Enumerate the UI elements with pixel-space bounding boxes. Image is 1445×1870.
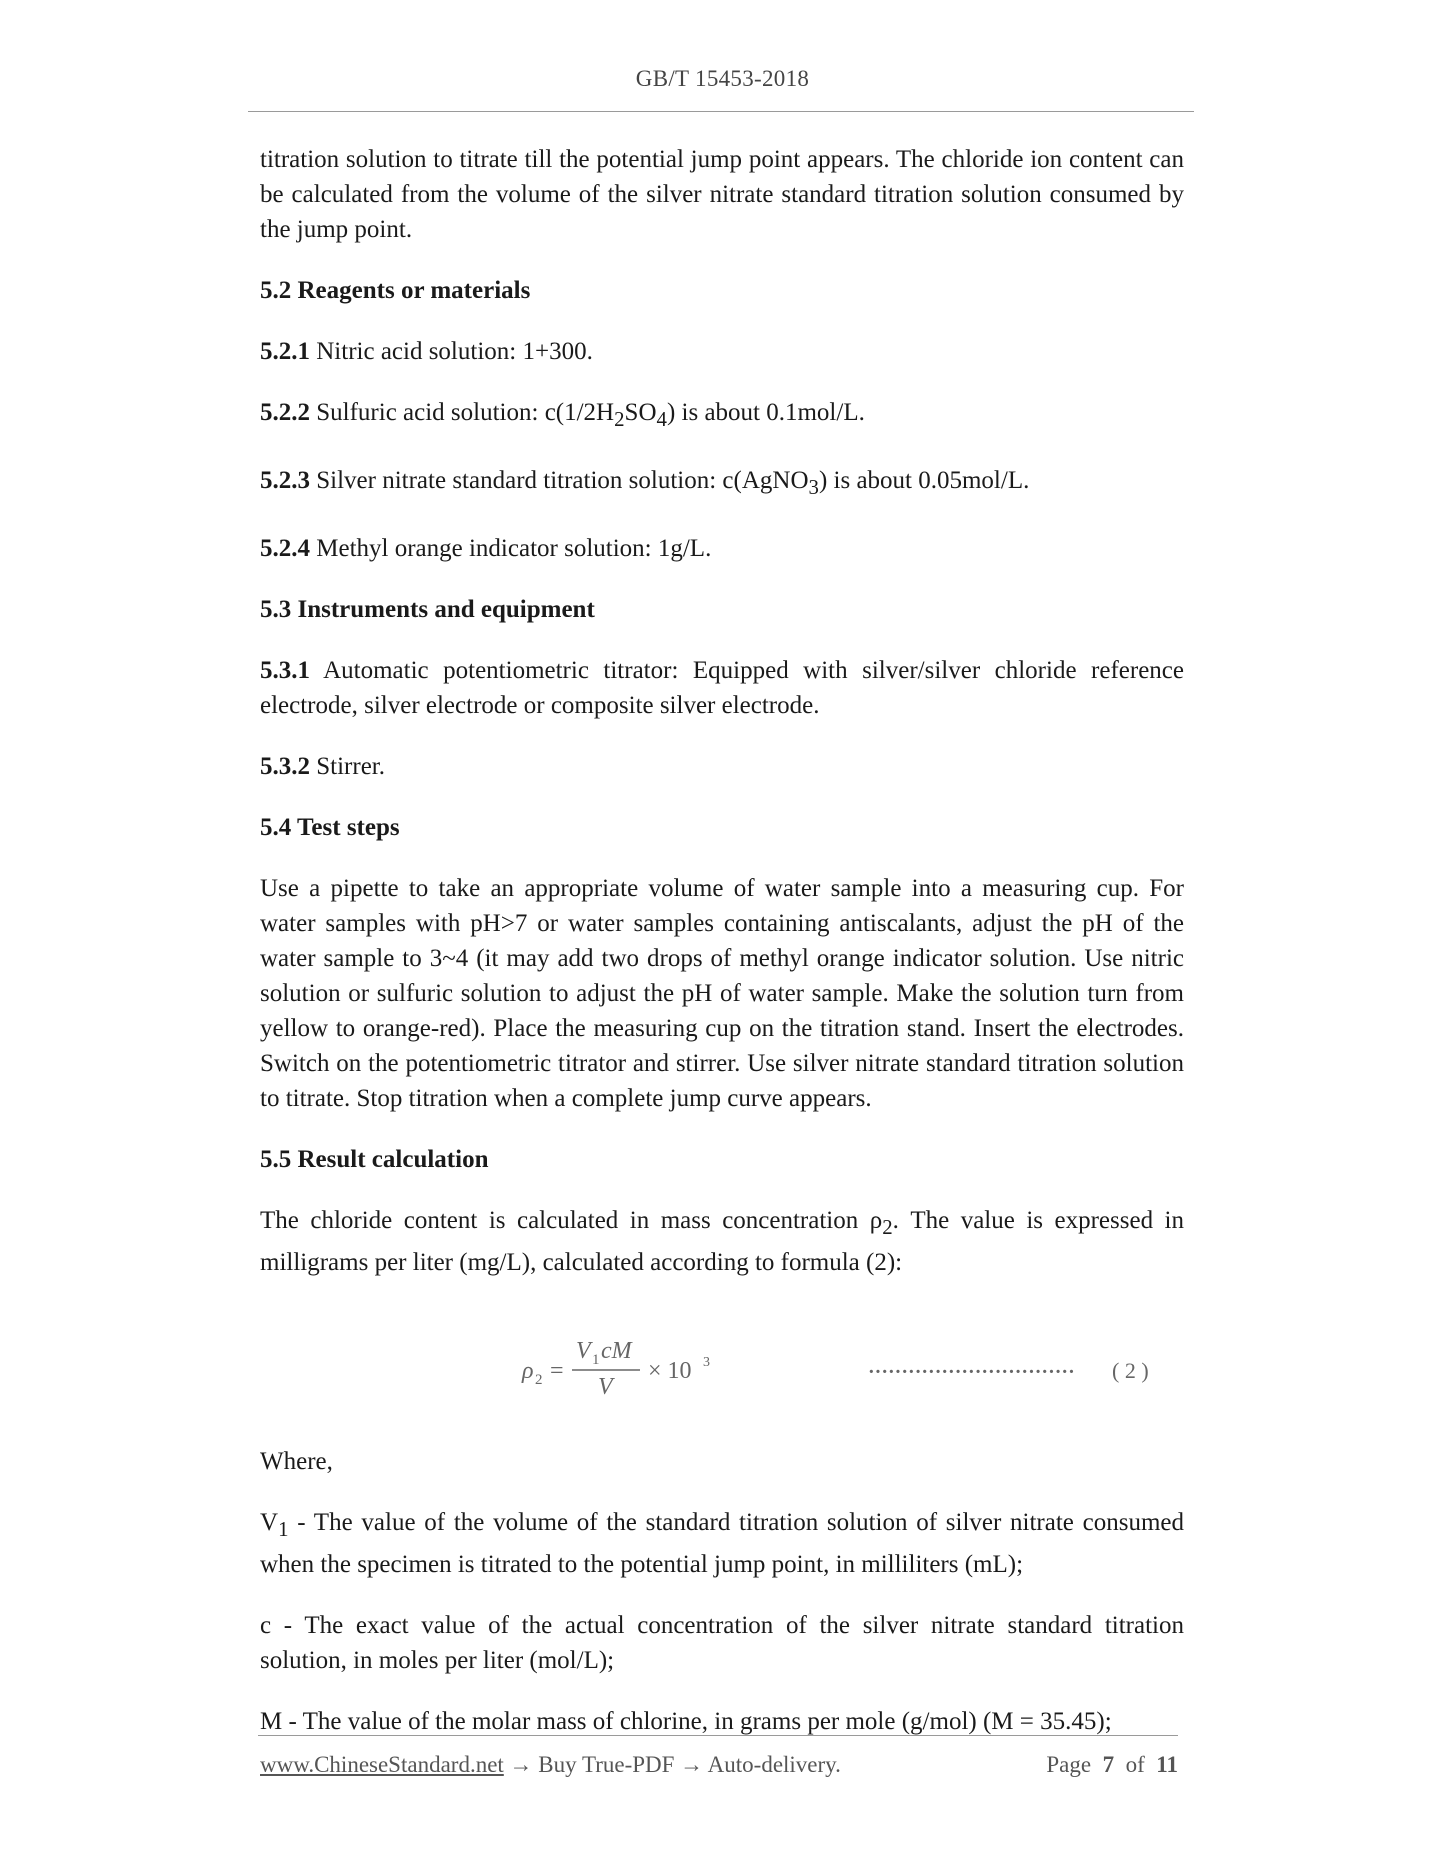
test-steps-paragraph: Use a pipette to take an appropriate volume of water sample into a measuring cup. For water samples with pH>7 or water samples containing antiscalants, adjust the pH of the water sample to 3~4 (it may add two drops of methyl orange indicator solution. Use nitric solution or sulfuric solution to adjust the pH of water sample. Make the solution turn from yellow to orange-red). Place the measuring cup on the titration stand. Insert the electrodes. Switch on the potentiometric titrator and stirrer. Use silver nitrate standard titration solution to titrate. Stop titration when a complete jump curve appears. [260, 875, 1184, 1112]
subscript: 3 [808, 475, 819, 499]
clause-5-2-2 [260, 395, 1184, 437]
website-link[interactable]: www.ChineseStandard.net [260, 1752, 504, 1777]
definition-v1 [260, 1505, 1184, 1582]
formula-lhs-subscript: 2 [535, 1372, 543, 1388]
clause-number: 5.2.4 [260, 535, 310, 562]
section-5-4-heading: 5.4 Test steps [260, 814, 400, 841]
document-body [260, 142, 1184, 1765]
clause-number: 5.3.2 [260, 753, 310, 780]
calculation-paragraph [260, 1203, 1184, 1280]
current-page-number: 7 [1102, 1752, 1115, 1777]
clause-number: 5.2.3 [260, 467, 310, 494]
clause-text: Nitric acid solution: 1+300. [310, 338, 593, 365]
footer-divider [258, 1735, 1178, 1736]
page-label: Page [1046, 1752, 1092, 1777]
definition-m: M - The value of the molar mass of chlorine, in grams per mole (g/mol) (M = 35.45); [260, 1708, 1112, 1735]
definition-c: c - The exact value of the actual concentration of the silver nitrate standard titration solution, in moles per liter (mol/L); [260, 1612, 1184, 1674]
formula-number: ( 2 ) [1112, 1358, 1149, 1383]
clause-text: ) is about 0.1mol/L. [666, 399, 865, 426]
of-label: of [1125, 1752, 1145, 1777]
formula-leader-dots: ······························· [868, 1361, 1075, 1383]
subscript: 4 [656, 407, 667, 431]
clause-text: Automatic potentiometric titrator: Equipped with silver/silver chloride reference electrode, silver electrode or composite silver electrode. [260, 657, 1184, 719]
where-label: Where, [260, 1448, 333, 1475]
subscript: 2 [614, 407, 625, 431]
section-5-5-heading: 5.5 Result calculation [260, 1146, 489, 1173]
definition-text: - The value of the volume of the standard titration solution of silver nitrate consumed when the specimen is titrated to the potential jump point, in milliliters (mL); [260, 1509, 1184, 1578]
total-pages-number: 11 [1156, 1752, 1178, 1777]
page-footer [260, 1752, 1178, 1778]
clause-5-2-3 [260, 463, 1184, 505]
clause-number: 5.2.1 [260, 338, 310, 365]
clause-text: SO [624, 399, 657, 426]
page-indicator [1046, 1752, 1178, 1778]
subscript: 2 [882, 1215, 893, 1239]
formula-equals: = [550, 1358, 564, 1384]
clause-number: 5.3.1 [260, 657, 310, 684]
formula-lhs: ρ [522, 1358, 534, 1384]
clause-text: Stirrer. [310, 753, 385, 780]
intro-paragraph: titration solution to titrate till the potential jump point appears. The chloride ion content can be calculated from the volume of the silver nitrate standard titration solution consumed by the jump point. [260, 146, 1184, 243]
clause-5-2-4 [260, 531, 1184, 566]
formula-numerator-subscript: 1 [592, 1352, 600, 1368]
subscript: 1 [278, 1517, 289, 1541]
page-header-title: GB/T 15453-2018 [635, 66, 810, 91]
formula-graphic [260, 1306, 1184, 1418]
section-5-2-heading: 5.2 Reagents or materials [260, 277, 531, 304]
section-5-3-heading: 5.3 Instruments and equipment [260, 596, 595, 623]
formula-denominator: V [598, 1374, 613, 1400]
clause-5-2-1 [260, 334, 1184, 369]
definition-symbol: V [260, 1509, 279, 1536]
clause-5-3-2 [260, 749, 1184, 784]
formula-multiplier: × 10 [648, 1358, 692, 1384]
calc-text: The chloride content is calculated in mass concentration ρ [260, 1207, 883, 1234]
clause-5-3-1 [260, 653, 1184, 723]
header-divider [248, 111, 1194, 112]
clause-number: 5.2.2 [260, 399, 310, 426]
formula-numerator-v: V [576, 1338, 591, 1364]
calc-text: . The value is expressed in milligrams per liter (mg/L), calculated according to formula (2): [260, 1207, 1184, 1276]
clause-text: Methyl orange indicator solution: 1g/L. [310, 535, 712, 562]
footer-promo [260, 1752, 841, 1777]
footer-promo-text: → Buy True-PDF → Auto-delivery. [503, 1752, 841, 1777]
clause-text: ) is about 0.05mol/L. [818, 467, 1030, 494]
clause-text: Silver nitrate standard titration solution: c(AgNO [310, 467, 809, 494]
formula-numerator-rest: cM [601, 1338, 632, 1364]
formula-2 [260, 1306, 1184, 1418]
clause-text: Sulfuric acid solution: c(1/2H [310, 399, 615, 426]
formula-exponent: 3 [703, 1355, 710, 1370]
